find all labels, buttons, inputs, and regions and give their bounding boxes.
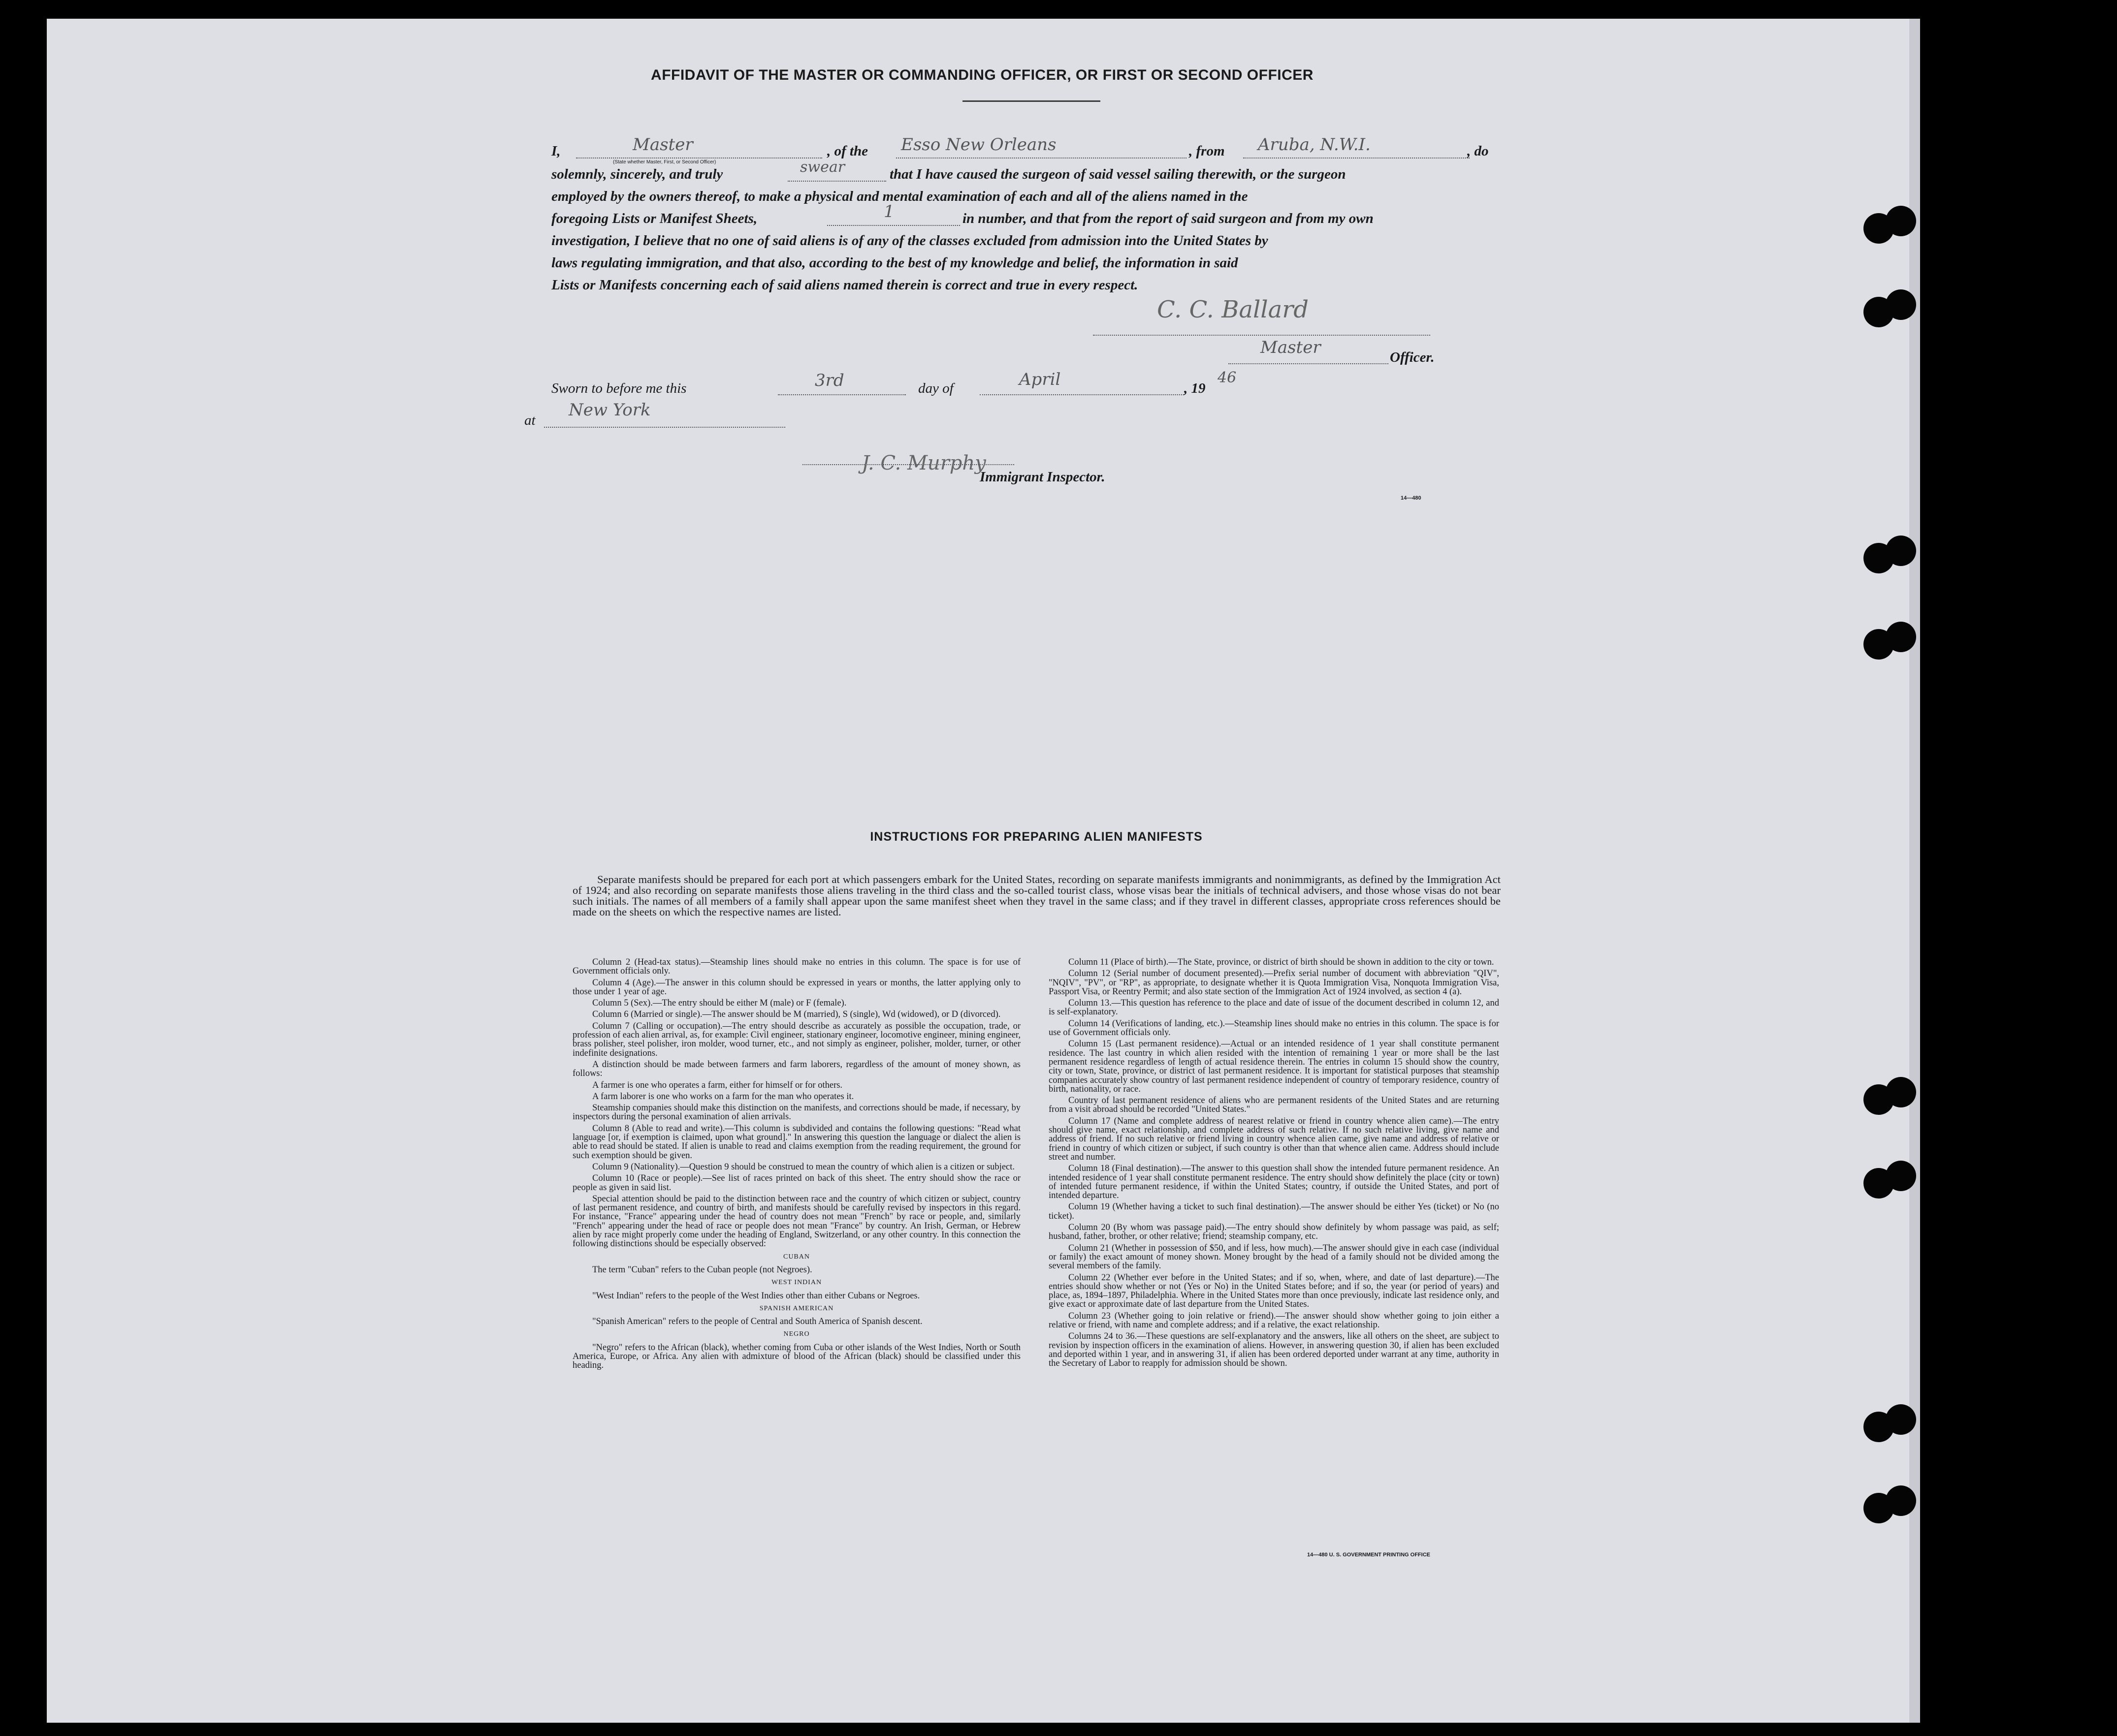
heading-negro: NEGRO [783, 1330, 810, 1338]
officer-title-line [1228, 363, 1388, 364]
punch-hole [1886, 536, 1916, 566]
heading-west-indian: WEST INDIAN [771, 1279, 822, 1287]
spanish-american-text: "Spanish American" refers to the people of Central and South America of Spanish descent. [592, 1317, 923, 1327]
day-blank [778, 394, 906, 395]
affidavit-title: AFFIDAVIT OF THE MASTER OR COMMANDING OFFICER, OR FIRST OR SECOND OFFICER [651, 67, 1314, 83]
west-indian-text: "West Indian" refers to the people of the West Indies other than either Cubans or Negroes. [592, 1291, 920, 1301]
at-prefix: at [524, 412, 536, 428]
signature-line [1093, 335, 1430, 336]
oath-handwritten: swear [800, 158, 845, 176]
punch-hole [1886, 1404, 1916, 1435]
col2-para: Column 23 (Whether going to join relative or friend).—The answer should show whether going to join either a relative or friend, with name and complete address; and if a relative, the exact relationship. [1049, 1311, 1499, 1330]
master-signature: C. C. Ballard [1157, 296, 1309, 323]
col2-para: Column 14 (Verifications of landing, etc.).—Steamship lines should make no entries in this column. The space is for use of Government officials only. [1049, 1018, 1499, 1038]
ship-handwritten: Esso New Orleans [901, 135, 1057, 155]
col1-para: Special attention should be paid to the distinction between race and the country of which citizen or subject, country of last permanent residence, and country of birth, and manifests should be carefully revised by inspectors in this regard. For instance, "France" appearing under the head of country does not mean "French" by race or people, and, similarly "French" appearing under the head of race or people does not mean "France" by country. An Irish, German, or Hebrew alien by race might properly come under the heading of England, Switzerland, or any other country. In this connection the following distinctions should be especially observed: [573, 1194, 1021, 1249]
affidavit-line7: Lists or Manifests concerning each of said aliens named therein is correct and true in every respect. [551, 277, 1138, 293]
form-number: 14—480 [1401, 495, 1421, 501]
month-handwritten: April [1019, 370, 1061, 389]
officer-label: Officer. [1390, 349, 1435, 365]
intro-paragraph: Separate manifests should be prepared for each port at which passengers embark for the United States, recording on separate manifests immigrants and nonimmigrants, as defined by the Immigration Act of 1924; and also recording on separate manifests those aliens traveling in the third class and the so-called tourist class, whose visas bear the initials of technical advisers, and those whose visas do not bear such initials. The names of all members of a family shall appear upon the same manifest sheet when they travel in the same class; and if they travel in different classes, appropriate cross references should be made on the sheets on which the respective names are listed. [573, 873, 1501, 918]
col2-para: Column 17 (Name and complete address of nearest relative or friend in country whence alien came).—The entry should give name, exact relationship, and complete address of such relative. If no such relative living, give name and address of friend. If no such relative or friend living in country whence alien came, give name and address of relative or friend in country of which citizen or subject, if such country is other than that whence alien came. Address should include street and number. [1049, 1116, 1499, 1162]
col1-para: Steamship companies should make this distinction on the manifests, and corrections should be made, if necessary, by inspectors during the personal examination of alien arrivals. [573, 1103, 1021, 1122]
negro-text: "Negro" refers to the African (black), whether coming from Cuba or other islands of the West Indies, North or South America, Europe, or Africa. Any alien with admixture of blood of the African (black) should be classified under this heading. [573, 1342, 1021, 1371]
affidavit-line4-prefix: foregoing Lists or Manifest Sheets, [551, 211, 758, 226]
affidavit-line1-ofthe: , of the [827, 143, 868, 159]
punch-hole [1886, 1077, 1916, 1107]
punch-hole [1886, 622, 1916, 652]
sworn-day-of: day of [918, 380, 954, 396]
affidavit-line6: laws regulating immigration, and that also, according to the best of my knowledge and belief, the information in said [551, 255, 1238, 271]
day-handwritten: 3rd [815, 371, 844, 390]
heading-spanish-american: SPANISH AMERICAN [759, 1304, 834, 1312]
col1-para: A farm laborer is one who works on a farm for the man who operates it. [592, 1091, 854, 1102]
affidavit-line1-do: , do [1467, 143, 1489, 159]
col1-para: Column 7 (Calling or occupation).—The entry should describe as accurately as possible the occupation, trade, or profession of each alien arrival, as, for example: Civil engineer, stationary engineer, locomotive engineer, mining engineer, brass polisher, steel polisher, iron molder, wood turner, etc., and not simply as engineer, polisher, molder, turner, or other indefinite designations. [573, 1021, 1021, 1058]
affidavit-line5: investigation, I believe that no one of said aliens is of any of the classes excluded from admission into the United States by [551, 233, 1268, 249]
heading-cuban: CUBAN [783, 1253, 810, 1261]
instructions-column-right [1049, 958, 1499, 1370]
page-edge [1909, 19, 1920, 1723]
year-handwritten: 46 [1218, 369, 1237, 386]
place-blank [544, 427, 785, 428]
col1-para: Column 8 (Able to read and write).—This column is subdivided and contains the following questions: "Read what language [or, if exemption is claimed, upon what ground]." In answering this question the language or dialect the alien is able to read should be stated. If alien is unable to read and claims exemption from the reading requirement, the ground for such exemption should be given. [573, 1123, 1021, 1161]
affidavit-line2-prefix: solemnly, sincerely, and truly [551, 166, 723, 182]
title-rule [962, 100, 1100, 102]
col2-para: Column 19 (Whether having a ticket to such final destination).—The answer should be either Yes (ticket) or No (no ticket). [1049, 1202, 1499, 1221]
inspector-signature: J. C. Murphy [862, 452, 986, 474]
col1-para: A farmer is one who operates a farm, either for himself or for others. [592, 1080, 843, 1090]
affidavit-line3: employed by the owners thereof, to make a physical and mental examination of each and all of the aliens named in the [551, 189, 1248, 204]
col1-para: Column 4 (Age).—The answer in this column should be expressed in years or months, the latter applying only to those under 1 year of age. [573, 978, 1021, 997]
col1-para: Column 5 (Sex).—The entry should be either M (male) or F (female). [592, 998, 847, 1009]
punch-hole [1886, 1161, 1916, 1191]
cuban-text: The term "Cuban" refers to the Cuban people (not Negroes). [592, 1264, 812, 1275]
printing-office-footer: 14—480 U. S. GOVERNMENT PRINTING OFFICE [1307, 1552, 1430, 1558]
role-hint: (State whether Master, First, or Second Officer) [613, 159, 716, 165]
col2-para: Column 18 (Final destination).—The answer to this question shall show the intended future permanent residence. An intended residence of 1 year shall constitute permanent residence. The entry should show definitely the place (city or town) of intended future permanent residence, if within the United States; country, if outside the United States, and port of intended departure. [1049, 1164, 1499, 1201]
col1-para: Column 2 (Head-tax status).—Steamship lines should make no entries in this column. The space is for use of Government officials only. [573, 957, 1021, 977]
oath-blank [788, 181, 886, 182]
col2-para: Column 20 (By whom was passage paid).—The entry should show definitely by whom passage was paid, as self; husband, father, brother, or other relative; friend; steamship company, etc. [1049, 1223, 1499, 1242]
sworn-year-prefix: , 19 [1184, 380, 1206, 396]
col1-para: Column 10 (Race or people).—See list of races printed on back of this sheet. The entry should show the race or people as given in said list. [573, 1173, 1021, 1193]
instructions-intro [573, 874, 1501, 917]
col1-para: Column 6 (Married or single).—The answer should be M (married), S (single), Wd (widowed), or D (divorced). [592, 1010, 1001, 1020]
affidavit-line4-suffix: in number, and that from the report of said surgeon and from my own [962, 211, 1374, 226]
affidavit-line1-prefix: I, [551, 143, 561, 159]
inspector-label: Immigrant Inspector. [980, 469, 1105, 485]
col2-para: Country of last permanent residence of aliens who are permanent residents of the United States and are returning from a visit abroad should be recorded "United States." [1049, 1096, 1499, 1115]
col2-para: Column 22 (Whether ever before in the United States; and if so, when, where, and date of last departure).—The entries should show whether or not (Yes or No) in the United States before; and if so, the year (or period of years) and place, as, 1894–1897, Philadelphia. Where in the United States more than once previously, indicate last residence only, and give exact or approximate date of last departure from the United States. [1049, 1272, 1499, 1310]
count-handwritten: 1 [884, 202, 895, 221]
document-page [47, 19, 1920, 1723]
col1-para: Column 9 (Nationality).—Question 9 should be construed to mean the country of which alien is a citizen or subject. [592, 1162, 1015, 1172]
affidavit-line2-suffix: that I have caused the surgeon of said vessel sailing therewith, or the surgeon [890, 166, 1346, 182]
role-handwritten: Master [633, 135, 693, 155]
col2-para: Column 13.—This question has reference to the place and date of issue of the document described in column 12, and is self-explanatory. [1049, 998, 1499, 1017]
port-handwritten: Aruba, N.W.I. [1258, 135, 1371, 155]
instructions-title: INSTRUCTIONS FOR PREPARING ALIEN MANIFESTS [870, 830, 1203, 844]
col1-para: A distinction should be made between farmers and farm laborers, regardless of the amount of money shown, as follows: [573, 1059, 1021, 1079]
col2-para: Column 21 (Whether in possession of $50, and if less, how much).—The answer should give in each case (individual or family) the exact amount of money shown. Money brought by the head of a family should not be divided among the several members of the family. [1049, 1243, 1499, 1271]
punch-hole [1886, 1485, 1916, 1516]
punch-hole [1886, 206, 1916, 236]
col2-para: Column 15 (Last permanent residence).—Actual or an intended residence of 1 year shall constitute permanent residence. The last country in which alien resided with the intention of remaining 1 year or more shall be the last permanent residence regardless of length of actual residence therein. The entries in column 15 should show the country, city or town, State, province, or district of last permanent residence. It is important for statistical purposes that steamship companies accurately show country of last permanent residence independent of country of temporary residence, country of birth, nationality, or race. [1049, 1039, 1499, 1094]
place-handwritten: New York [569, 400, 651, 420]
instructions-column-left [573, 958, 1021, 1373]
officer-title-handwritten: Master [1260, 338, 1321, 357]
affidavit-line1-from: , from [1189, 143, 1225, 159]
col2-para: Column 12 (Serial number of document presented).—Prefix serial number of document with abbreviation "QIV", "NQIV", "PV", or "RP", as appropriate, to designate whether it is Quota Immigration Visa, Nonquota Immigration Visa, Passport Visa, or Reentry Permit; and also state section of the Immigration Act of 1924 involved, as section 4 (a). [1049, 969, 1499, 997]
col2-para: Columns 24 to 36.—These questions are self-explanatory and the answers, like all others on the sheet, are subject to revision by inspection officers in the examination of aliens. However, in answering question 30, if alien has been excluded and deported within 1 year, and in answering 31, if alien has been ordered deported under warrant at any time, authority in the Secretary of Labor to reapply for admission should be shown. [1049, 1331, 1499, 1369]
sworn-prefix: Sworn to before me this [551, 380, 687, 396]
col2-para: Column 11 (Place of birth).—The State, province, or district of birth should be shown in addition to the city or town. [1068, 957, 1494, 967]
punch-hole [1886, 289, 1916, 320]
month-blank [980, 394, 1184, 395]
count-blank [827, 225, 960, 226]
